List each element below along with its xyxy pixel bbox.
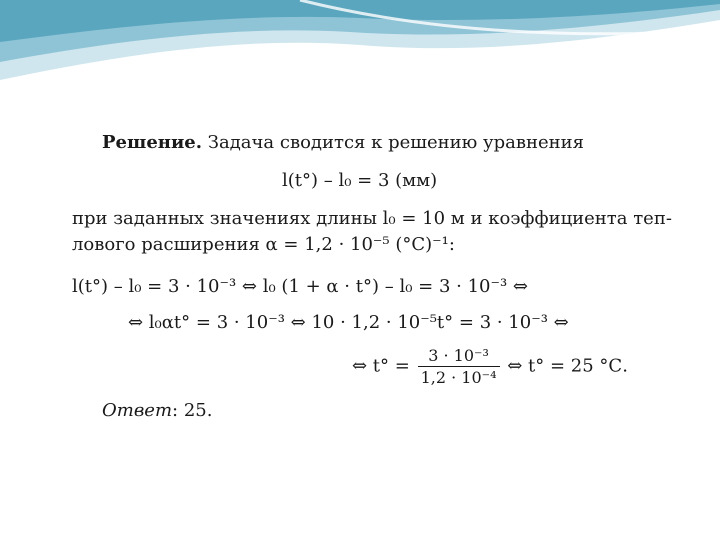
derivation-step-3	[352, 346, 628, 387]
step3-suffix: ⇔ t° = 25 °С.	[507, 355, 628, 377]
answer	[102, 400, 212, 421]
decorative-wave-header	[0, 0, 720, 110]
paragraph-line-1: при заданных значениях длины l₀ = 10 м и коэффициента теп-	[72, 208, 672, 229]
answer-label: Ответ	[102, 400, 173, 421]
fraction-denominator: 1,2 · 10⁻⁴	[420, 368, 497, 387]
step3-prefix: ⇔ t° =	[352, 355, 410, 377]
answer-value: : 25.	[172, 400, 213, 421]
fraction-numerator: 3 · 10⁻³	[418, 346, 500, 367]
derivation-step-1: l(t°) – l₀ = 3 · 10⁻³ ⇔ l₀ (1 + α · t°) – l₀ = 3 · 10⁻³ ⇔	[72, 276, 528, 297]
solution-intro-text: Задача сводится к решению уравнения	[202, 132, 585, 153]
fraction	[418, 346, 500, 387]
solution-intro	[102, 132, 584, 153]
solution-label: Решение.	[102, 132, 203, 153]
paragraph-line-2: лового расширения α = 1,2 · 10⁻⁵ (°С)⁻¹:	[72, 234, 455, 255]
derivation-step-2: ⇔ l₀αt° = 3 · 10⁻³ ⇔ 10 · 1,2 · 10⁻⁵t° = 3 · 10⁻³ ⇔	[128, 312, 569, 333]
main-equation: l(t°) – l₀ = 3 (мм)	[282, 170, 438, 191]
